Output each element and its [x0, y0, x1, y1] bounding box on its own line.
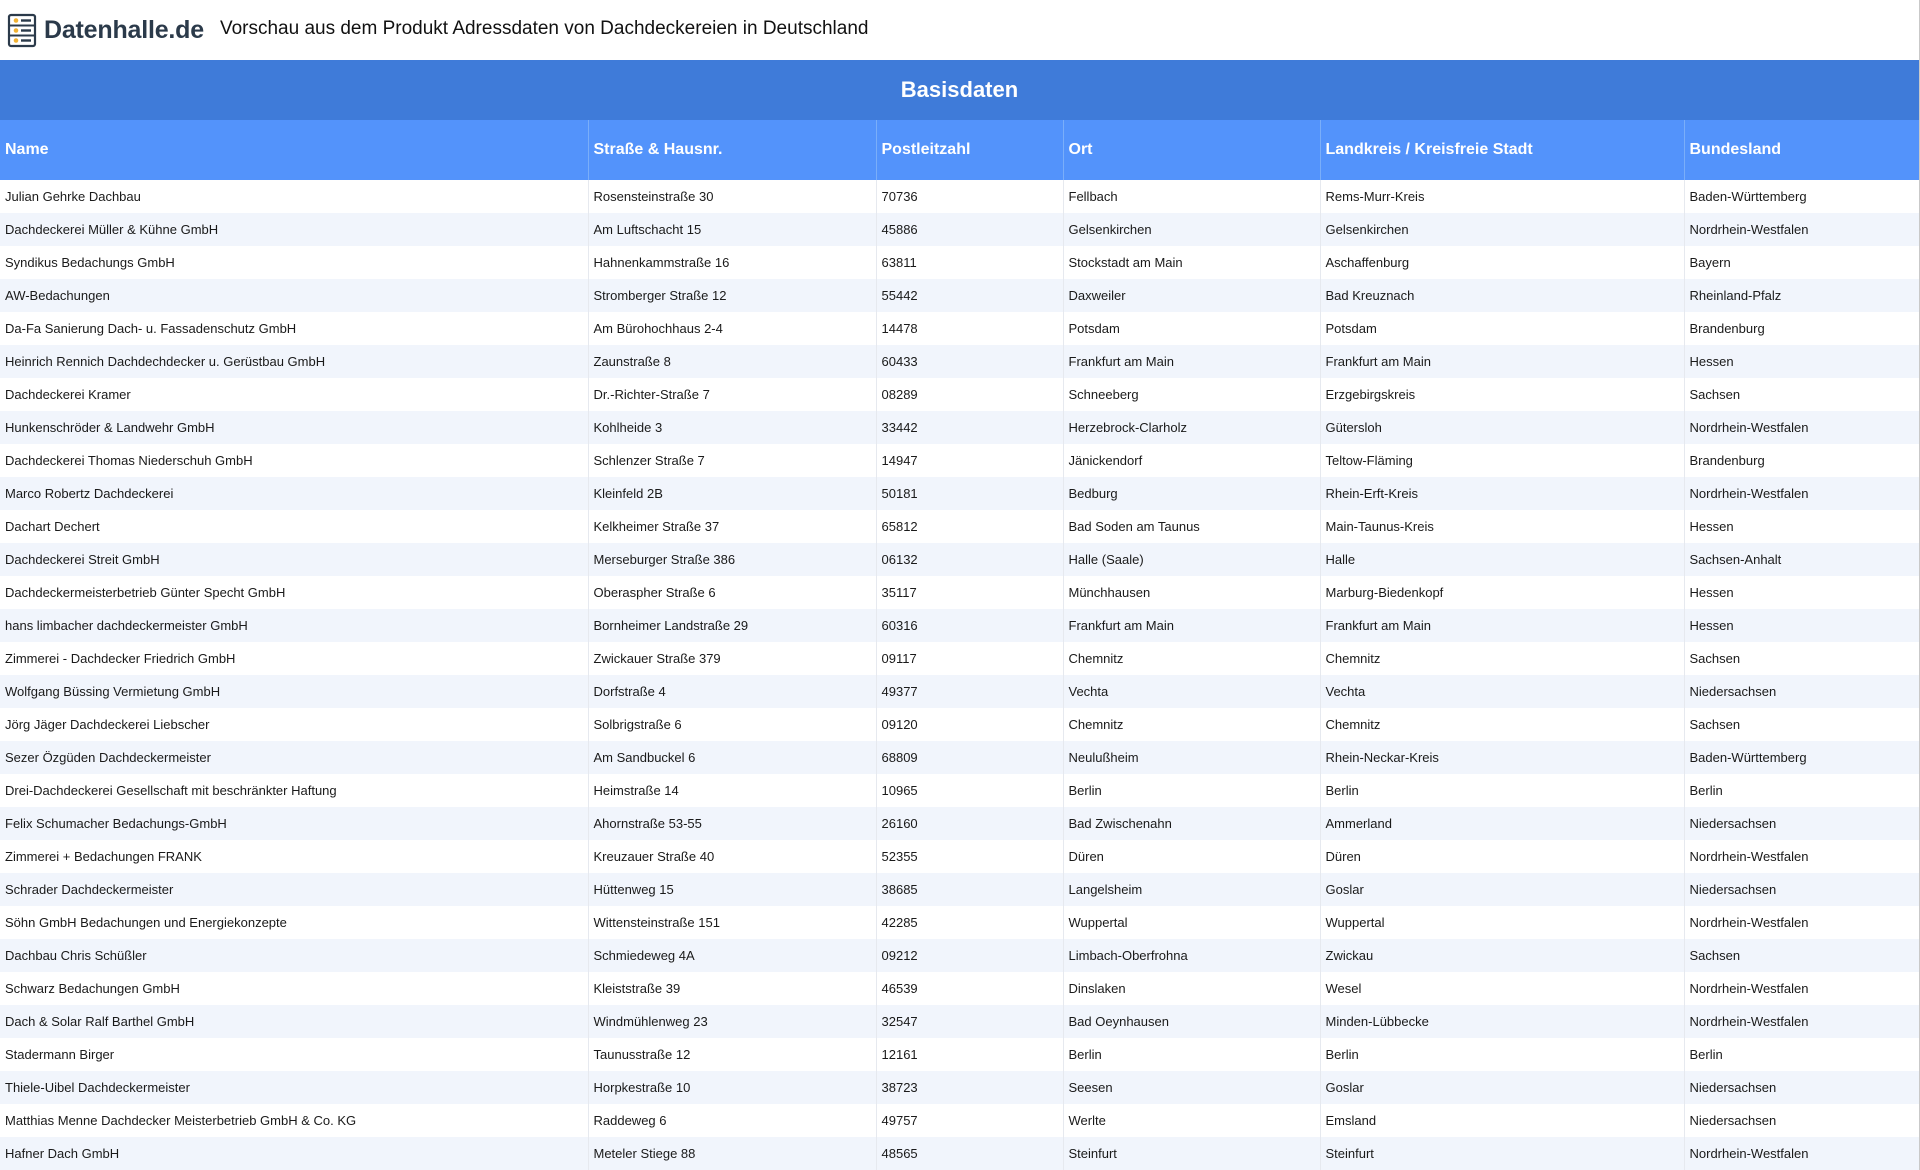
cell-street: Merseburger Straße 386: [588, 543, 876, 576]
cell-name: Dachdeckerei Müller & Kühne GmbH: [0, 213, 588, 246]
cell-district: Erzgebirgskreis: [1320, 378, 1684, 411]
table-row: [0, 279, 1919, 312]
cell-district: Emsland: [1320, 1104, 1684, 1137]
cell-street: Oberaspher Straße 6: [588, 576, 876, 609]
cell-name: Felix Schumacher Bedachungs-GmbH: [0, 807, 588, 840]
cell-city: Herzebrock-Clarholz: [1063, 411, 1320, 444]
cell-state: Nordrhein-Westfalen: [1684, 411, 1919, 444]
cell-name: Dachdeckerei Kramer: [0, 378, 588, 411]
cell-district: Bad Kreuznach: [1320, 279, 1684, 312]
table-row: [0, 609, 1919, 642]
cell-city: Berlin: [1063, 1038, 1320, 1071]
cell-city: Vechta: [1063, 675, 1320, 708]
cell-district: Frankfurt am Main: [1320, 609, 1684, 642]
cell-district: Ammerland: [1320, 807, 1684, 840]
cell-street: Bornheimer Landstraße 29: [588, 609, 876, 642]
cell-state: Sachsen-Anhalt: [1684, 543, 1919, 576]
cell-district: Chemnitz: [1320, 708, 1684, 741]
cell-city: Münchhausen: [1063, 576, 1320, 609]
cell-name: Dachdeckerei Thomas Niederschuh GmbH: [0, 444, 588, 477]
cell-street: Wittensteinstraße 151: [588, 906, 876, 939]
cell-name: Zimmerei - Dachdecker Friedrich GmbH: [0, 642, 588, 675]
cell-postcode: 46539: [876, 972, 1063, 1005]
cell-postcode: 14947: [876, 444, 1063, 477]
table-body: [0, 180, 1919, 1170]
cell-state: Brandenburg: [1684, 444, 1919, 477]
cell-city: Seesen: [1063, 1071, 1320, 1104]
cell-city: Langelsheim: [1063, 873, 1320, 906]
cell-street: Ahornstraße 53-55: [588, 807, 876, 840]
cell-street: Taunusstraße 12: [588, 1038, 876, 1071]
table-row: [0, 444, 1919, 477]
cell-postcode: 50181: [876, 477, 1063, 510]
cell-street: Windmühlenweg 23: [588, 1005, 876, 1038]
cell-district: Goslar: [1320, 873, 1684, 906]
table-row: [0, 939, 1919, 972]
table-row: [0, 411, 1919, 444]
cell-street: Kelkheimer Straße 37: [588, 510, 876, 543]
table-header-row: [0, 120, 1919, 180]
cell-state: Sachsen: [1684, 939, 1919, 972]
cell-city: Frankfurt am Main: [1063, 609, 1320, 642]
column-header-state: Bundesland: [1684, 120, 1919, 180]
cell-postcode: 65812: [876, 510, 1063, 543]
cell-district: Rhein-Neckar-Kreis: [1320, 741, 1684, 774]
cell-city: Steinfurt: [1063, 1137, 1320, 1170]
table-row: [0, 873, 1919, 906]
cell-district: Düren: [1320, 840, 1684, 873]
cell-street: Am Luftschacht 15: [588, 213, 876, 246]
cell-postcode: 55442: [876, 279, 1063, 312]
page-title: Vorschau aus dem Produkt Adressdaten von Dachdeckereien in Deutschland: [219, 18, 869, 39]
table-row: [0, 741, 1919, 774]
cell-street: Heimstraße 14: [588, 774, 876, 807]
table-row: [0, 510, 1919, 543]
cell-city: Frankfurt am Main: [1063, 345, 1320, 378]
cell-postcode: 68809: [876, 741, 1063, 774]
cell-name: Söhn GmbH Bedachungen und Energiekonzepte: [0, 906, 588, 939]
cell-street: Stromberger Straße 12: [588, 279, 876, 312]
cell-city: Fellbach: [1063, 180, 1320, 213]
cell-name: Matthias Menne Dachdecker Meisterbetrieb GmbH & Co. KG: [0, 1104, 588, 1137]
cell-street: Hüttenweg 15: [588, 873, 876, 906]
cell-state: Niedersachsen: [1684, 1104, 1919, 1137]
cell-postcode: 35117: [876, 576, 1063, 609]
cell-name: Hunkenschröder & Landwehr GmbH: [0, 411, 588, 444]
cell-name: Dachdeckermeisterbetrieb Günter Specht GmbH: [0, 576, 588, 609]
cell-name: Marco Robertz Dachdeckerei: [0, 477, 588, 510]
cell-city: Dinslaken: [1063, 972, 1320, 1005]
table-row: [0, 1071, 1919, 1104]
cell-city: Stockstadt am Main: [1063, 246, 1320, 279]
cell-postcode: 14478: [876, 312, 1063, 345]
cell-city: Gelsenkirchen: [1063, 213, 1320, 246]
cell-street: Dorfstraße 4: [588, 675, 876, 708]
cell-name: AW-Bedachungen: [0, 279, 588, 312]
table-row: [0, 1137, 1919, 1170]
cell-postcode: 12161: [876, 1038, 1063, 1071]
cell-district: Halle: [1320, 543, 1684, 576]
cell-street: Kleiststraße 39: [588, 972, 876, 1005]
cell-district: Rems-Murr-Kreis: [1320, 180, 1684, 213]
table-row: [0, 246, 1919, 279]
cell-state: Brandenburg: [1684, 312, 1919, 345]
cell-street: Zwickauer Straße 379: [588, 642, 876, 675]
table-row: [0, 312, 1919, 345]
cell-district: Berlin: [1320, 774, 1684, 807]
cell-name: Wolfgang Büssing Vermietung GmbH: [0, 675, 588, 708]
cell-city: Jänickendorf: [1063, 444, 1320, 477]
cell-district: Zwickau: [1320, 939, 1684, 972]
cell-state: Hessen: [1684, 345, 1919, 378]
cell-name: hans limbacher dachdeckermeister GmbH: [0, 609, 588, 642]
cell-postcode: 42285: [876, 906, 1063, 939]
cell-district: Steinfurt: [1320, 1137, 1684, 1170]
cell-district: Potsdam: [1320, 312, 1684, 345]
cell-street: Dr.-Richter-Straße 7: [588, 378, 876, 411]
cell-name: Hafner Dach GmbH: [0, 1137, 588, 1170]
cell-state: Sachsen: [1684, 378, 1919, 411]
cell-street: Solbrigstraße 6: [588, 708, 876, 741]
cell-postcode: 10965: [876, 774, 1063, 807]
cell-state: Niedersachsen: [1684, 873, 1919, 906]
cell-postcode: 08289: [876, 378, 1063, 411]
cell-state: Baden-Württemberg: [1684, 180, 1919, 213]
cell-state: Hessen: [1684, 609, 1919, 642]
cell-street: Hahnenkammstraße 16: [588, 246, 876, 279]
cell-name: Dachbau Chris Schüßler: [0, 939, 588, 972]
table-row: [0, 642, 1919, 675]
section-title: Basisdaten: [0, 60, 1919, 120]
cell-city: Halle (Saale): [1063, 543, 1320, 576]
table-row: [0, 378, 1919, 411]
cell-city: Bad Zwischenahn: [1063, 807, 1320, 840]
cell-street: Meteler Stiege 88: [588, 1137, 876, 1170]
cell-name: Sezer Özgüden Dachdeckermeister: [0, 741, 588, 774]
table-row: [0, 708, 1919, 741]
cell-city: Chemnitz: [1063, 642, 1320, 675]
column-header-district: Landkreis / Kreisfreie Stadt: [1320, 120, 1684, 180]
cell-district: Aschaffenburg: [1320, 246, 1684, 279]
cell-district: Minden-Lübbecke: [1320, 1005, 1684, 1038]
cell-city: Limbach-Oberfrohna: [1063, 939, 1320, 972]
cell-district: Gelsenkirchen: [1320, 213, 1684, 246]
cell-state: Bayern: [1684, 246, 1919, 279]
cell-name: Schrader Dachdeckermeister: [0, 873, 588, 906]
cell-city: Bedburg: [1063, 477, 1320, 510]
cell-state: Nordrhein-Westfalen: [1684, 213, 1919, 246]
cell-city: Schneeberg: [1063, 378, 1320, 411]
cell-postcode: 32547: [876, 1005, 1063, 1038]
brand-name: Datenhalle.de: [44, 15, 204, 44]
cell-city: Wuppertal: [1063, 906, 1320, 939]
cell-name: Dachart Dechert: [0, 510, 588, 543]
cell-city: Potsdam: [1063, 312, 1320, 345]
database-logo-icon: [6, 11, 40, 49]
cell-name: Dach & Solar Ralf Barthel GmbH: [0, 1005, 588, 1038]
cell-postcode: 49757: [876, 1104, 1063, 1137]
table-row: [0, 1005, 1919, 1038]
cell-city: Berlin: [1063, 774, 1320, 807]
cell-state: Hessen: [1684, 576, 1919, 609]
cell-state: Nordrhein-Westfalen: [1684, 1137, 1919, 1170]
cell-street: Kreuzauer Straße 40: [588, 840, 876, 873]
cell-district: Vechta: [1320, 675, 1684, 708]
cell-city: Chemnitz: [1063, 708, 1320, 741]
cell-postcode: 09120: [876, 708, 1063, 741]
cell-district: Teltow-Fläming: [1320, 444, 1684, 477]
table-row: [0, 972, 1919, 1005]
cell-postcode: 38685: [876, 873, 1063, 906]
cell-district: Main-Taunus-Kreis: [1320, 510, 1684, 543]
brand-logo[interactable]: [6, 10, 204, 50]
cell-state: Rheinland-Pfalz: [1684, 279, 1919, 312]
cell-district: Marburg-Biedenkopf: [1320, 576, 1684, 609]
top-bar: [0, 0, 1919, 60]
column-header-city: Ort: [1063, 120, 1320, 180]
cell-name: Dachdeckerei Streit GmbH: [0, 543, 588, 576]
cell-state: Sachsen: [1684, 642, 1919, 675]
table-row: [0, 675, 1919, 708]
cell-state: Niedersachsen: [1684, 1071, 1919, 1104]
table-row: [0, 345, 1919, 378]
cell-state: Niedersachsen: [1684, 807, 1919, 840]
cell-street: Rosensteinstraße 30: [588, 180, 876, 213]
cell-name: Thiele-Uibel Dachdeckermeister: [0, 1071, 588, 1104]
cell-city: Neulußheim: [1063, 741, 1320, 774]
cell-postcode: 45886: [876, 213, 1063, 246]
cell-name: Syndikus Bedachungs GmbH: [0, 246, 588, 279]
cell-state: Niedersachsen: [1684, 675, 1919, 708]
table-row: [0, 807, 1919, 840]
cell-street: Kleinfeld 2B: [588, 477, 876, 510]
table-row: [0, 1104, 1919, 1137]
table-row: [0, 213, 1919, 246]
table-row: [0, 180, 1919, 213]
cell-street: Zaunstraße 8: [588, 345, 876, 378]
table-row: [0, 543, 1919, 576]
cell-name: Zimmerei + Bedachungen FRANK: [0, 840, 588, 873]
cell-district: Gütersloh: [1320, 411, 1684, 444]
cell-postcode: 48565: [876, 1137, 1063, 1170]
cell-street: Schlenzer Straße 7: [588, 444, 876, 477]
cell-postcode: 52355: [876, 840, 1063, 873]
cell-postcode: 63811: [876, 246, 1063, 279]
cell-postcode: 26160: [876, 807, 1063, 840]
cell-name: Julian Gehrke Dachbau: [0, 180, 588, 213]
cell-street: Horpkestraße 10: [588, 1071, 876, 1104]
cell-state: Nordrhein-Westfalen: [1684, 477, 1919, 510]
cell-postcode: 38723: [876, 1071, 1063, 1104]
cell-district: Berlin: [1320, 1038, 1684, 1071]
cell-name: Stadermann Birger: [0, 1038, 588, 1071]
column-header-postcode: Postleitzahl: [876, 120, 1063, 180]
table-row: [0, 1038, 1919, 1071]
cell-postcode: 60433: [876, 345, 1063, 378]
cell-name: Heinrich Rennich Dachdechdecker u. Gerüstbau GmbH: [0, 345, 588, 378]
cell-postcode: 09212: [876, 939, 1063, 972]
cell-postcode: 70736: [876, 180, 1063, 213]
cell-state: Baden-Württemberg: [1684, 741, 1919, 774]
table-row: [0, 576, 1919, 609]
cell-state: Berlin: [1684, 774, 1919, 807]
cell-name: Da-Fa Sanierung Dach- u. Fassadenschutz GmbH: [0, 312, 588, 345]
cell-street: Am Bürohochhaus 2-4: [588, 312, 876, 345]
cell-district: Frankfurt am Main: [1320, 345, 1684, 378]
cell-state: Nordrhein-Westfalen: [1684, 906, 1919, 939]
cell-district: Rhein-Erft-Kreis: [1320, 477, 1684, 510]
cell-street: Raddeweg 6: [588, 1104, 876, 1137]
cell-street: Kohlheide 3: [588, 411, 876, 444]
cell-postcode: 33442: [876, 411, 1063, 444]
table-row: [0, 906, 1919, 939]
cell-postcode: 49377: [876, 675, 1063, 708]
cell-district: Goslar: [1320, 1071, 1684, 1104]
cell-state: Berlin: [1684, 1038, 1919, 1071]
table-row: [0, 774, 1919, 807]
cell-postcode: 06132: [876, 543, 1063, 576]
cell-street: Schmiedeweg 4A: [588, 939, 876, 972]
cell-city: Bad Oeynhausen: [1063, 1005, 1320, 1038]
cell-district: Wuppertal: [1320, 906, 1684, 939]
cell-city: Düren: [1063, 840, 1320, 873]
column-header-street: Straße & Hausnr.: [588, 120, 876, 180]
cell-state: Nordrhein-Westfalen: [1684, 840, 1919, 873]
cell-postcode: 09117: [876, 642, 1063, 675]
cell-city: Werlte: [1063, 1104, 1320, 1137]
address-table: [0, 120, 1919, 1170]
table-row: [0, 477, 1919, 510]
table-row: [0, 840, 1919, 873]
cell-postcode: 60316: [876, 609, 1063, 642]
cell-district: Wesel: [1320, 972, 1684, 1005]
cell-name: Drei-Dachdeckerei Gesellschaft mit beschränkter Haftung: [0, 774, 588, 807]
cell-state: Sachsen: [1684, 708, 1919, 741]
cell-state: Nordrhein-Westfalen: [1684, 972, 1919, 1005]
column-header-name: Name: [0, 120, 588, 180]
cell-district: Chemnitz: [1320, 642, 1684, 675]
cell-name: Jörg Jäger Dachdeckerei Liebscher: [0, 708, 588, 741]
cell-name: Schwarz Bedachungen GmbH: [0, 972, 588, 1005]
cell-city: Bad Soden am Taunus: [1063, 510, 1320, 543]
cell-city: Daxweiler: [1063, 279, 1320, 312]
cell-street: Am Sandbuckel 6: [588, 741, 876, 774]
cell-state: Nordrhein-Westfalen: [1684, 1005, 1919, 1038]
cell-state: Hessen: [1684, 510, 1919, 543]
